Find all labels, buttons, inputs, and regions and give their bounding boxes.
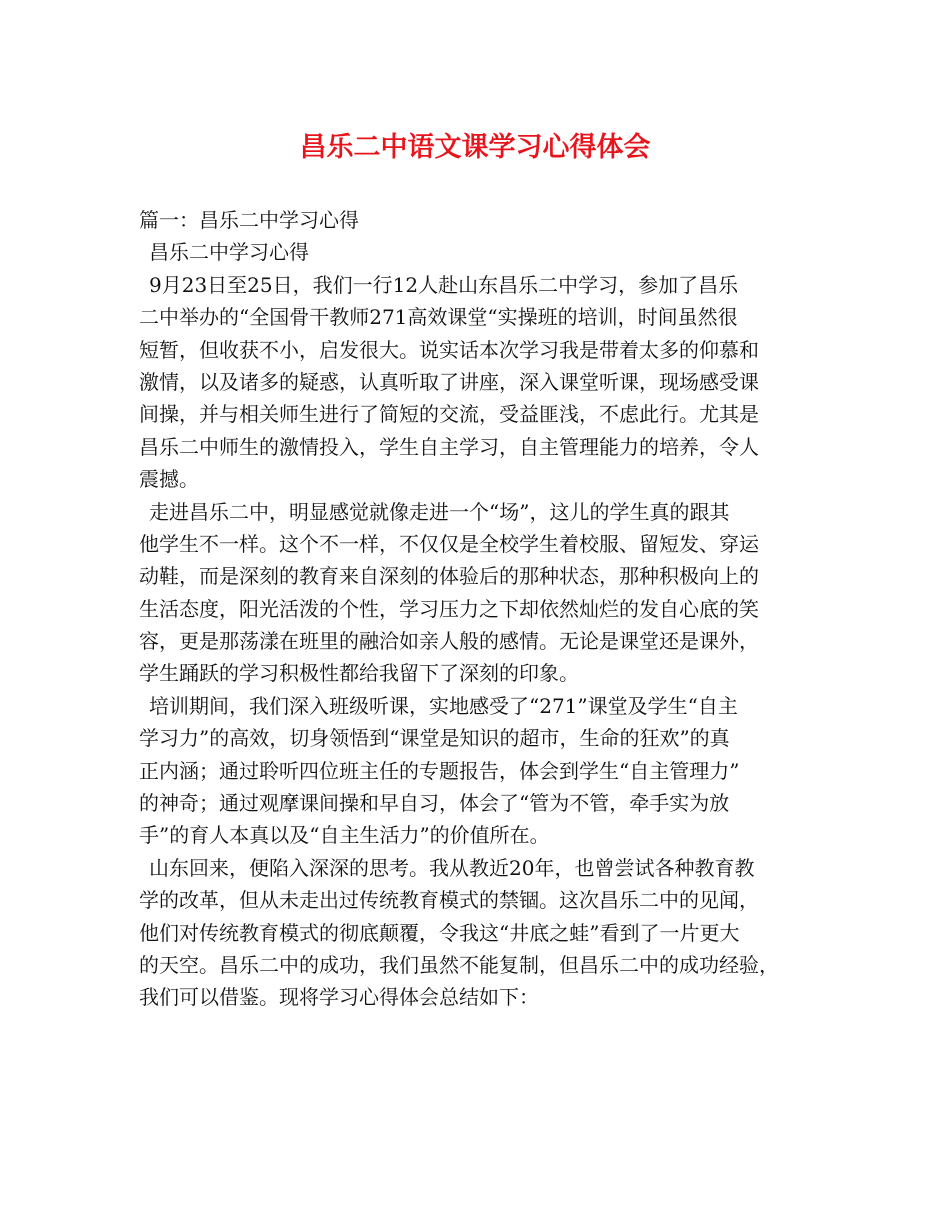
paragraph-line: 生活态度，阳光活泼的个性，学习压力之下却依然灿烂的发自心底的笑 xyxy=(139,596,759,621)
paragraph-line: 学的改革，但从未走出过传统教育模式的禁锢。这次昌乐二中的见闻， xyxy=(139,888,759,913)
paragraph-line: 我们可以借鉴。现将学习心得体会总结如下： xyxy=(139,985,539,1010)
paragraph-line: 他学生不一样。这个不一样，不仅仅是全校学生着校服、留短发、穿运 xyxy=(139,531,759,556)
paragraph-line: 激情，以及诸多的疑惑，认真听取了讲座，深入课堂听课，现场感受课 xyxy=(139,369,759,394)
paragraph-line: 山东回来，便陷入深深的思考。我从教近20年，也曾尝试各种教育教 xyxy=(149,855,755,880)
paragraph-2 xyxy=(139,496,819,690)
subheading: 昌乐二中学习心得 xyxy=(149,240,309,265)
paragraph-line: 短暂，但收获不小，启发很大。说实话本次学习我是带着太多的仰慕和 xyxy=(139,337,759,362)
paragraph-line: 间操，并与相关师生进行了简短的交流，受益匪浅，不虑此行。尤其是 xyxy=(139,402,759,427)
paragraph-line: 手”的育人本真以及“自主生活力”的价值所在。 xyxy=(139,823,550,848)
document-body xyxy=(139,204,819,1014)
paragraph-line: 的神奇；通过观摩课间操和早自习，体会了“管为不管，牵手实为放 xyxy=(139,791,730,816)
paragraph-line: 学生踊跃的学习积极性都给我留下了深刻的印象。 xyxy=(139,661,579,686)
paragraph-line: 培训期间，我们深入班级听课，实地感受了“271”课堂及学生“自主 xyxy=(149,693,738,718)
paragraph-line: 容，更是那荡漾在班里的融洽如亲人般的感情。无论是课堂还是课外， xyxy=(139,629,759,654)
paragraph-line: 昌乐二中师生的激情投入，学生自主学习，自主管理能力的培养，令人 xyxy=(139,434,759,459)
section-heading: 篇一：昌乐二中学习心得 xyxy=(139,208,359,232)
paragraph-line: 9月23日至25日，我们一行12人赴山东昌乐二中学习，参加了昌乐 xyxy=(149,272,739,297)
paragraph-1 xyxy=(139,269,819,496)
paragraph-line: 他们对传统教育模式的彻底颠覆，令我这“井底之蛙”看到了一片更大 xyxy=(139,920,740,945)
paragraph-line: 二中举办的“全国骨干教师271高效课堂“实操班的培训，时间虽然很 xyxy=(139,305,738,330)
document-title: 昌乐二中语文课学习心得体会 xyxy=(299,132,651,163)
paragraph-line: 走进昌乐二中，明显感觉就像走进一个“场”，这儿的学生真的跟其 xyxy=(149,499,730,524)
paragraph-line: 学习力”的高效，切身领悟到“课堂是知识的超市，生命的狂欢”的真 xyxy=(139,726,730,751)
paragraph-line: 动鞋，而是深刻的教育来自深刻的体验后的那种状态，那种积极向上的 xyxy=(139,564,759,589)
paragraph-3 xyxy=(139,690,819,852)
paragraph-4 xyxy=(139,852,819,1014)
paragraph-line: 的天空。昌乐二中的成功，我们虽然不能复制，但昌乐二中的成功经验， xyxy=(139,952,779,977)
paragraph-line: 震撼。 xyxy=(139,467,199,492)
paragraph-line: 正内涵；通过聆听四位班主任的专题报告，体会到学生“自主管理力” xyxy=(139,758,740,783)
